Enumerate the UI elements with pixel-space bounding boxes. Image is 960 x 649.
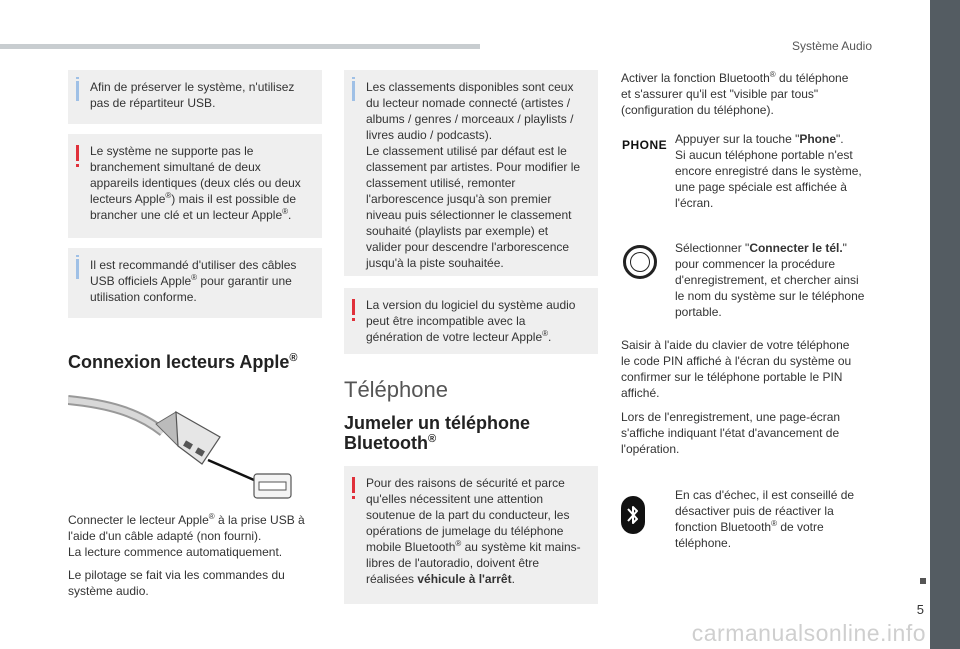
info-text: Il est recommandé d'utiliser des câbles USB officiels Apple® pour garantir une utilisation conforme. <box>90 258 297 304</box>
warning-icon <box>352 477 355 493</box>
header-title: Système Audio <box>791 39 872 53</box>
section-title-telephone: Téléphone <box>344 377 448 402</box>
warning-box-version <box>344 288 598 354</box>
watermark: carmanualsonline.info <box>691 620 926 646</box>
info-box-classement <box>344 70 598 276</box>
pilot-paragraph: Le pilotage se fait via les commandes du système audio. <box>68 568 285 598</box>
info-box-cables <box>68 248 322 318</box>
continued-marker <box>920 578 926 584</box>
registration-paragraph: Lors de l'enregistrement, une page-écran s'affiche indiquant l'état d'avancement de l'opération. <box>621 410 841 456</box>
enter-pin-paragraph: Saisir à l'aide du clavier de votre téléphone le code PIN affiché à l'écran du système ou confirmer sur le téléphone portable le PIN affiché. <box>621 338 852 400</box>
phone-key-icon: PHONE <box>622 138 668 152</box>
warning-text: La version du logiciel du système audio peut être incompatible avec la génération de votre lecteur Apple®. <box>366 298 576 344</box>
warning-text: Pour des raisons de sécurité et parce qu'elles nécessitent une attention soutenue de la part du conducteur, les opérations de jumelage du téléphone mobile Bluetooth® au système kit mains-libres de l'autoradio, doivent être réalisées véhicule à l'arrêt. <box>366 476 581 586</box>
info-box-usb-hub <box>68 70 322 124</box>
warning-icon <box>76 145 79 161</box>
page-number: 5 <box>916 602 924 617</box>
warning-box-dual-devices <box>68 134 322 238</box>
info-icon <box>76 81 79 101</box>
activate-paragraph: Activer la fonction Bluetooth® du téléphone et s'assurer qu'il est "visible par tous" (configuration du téléphone). <box>621 70 849 117</box>
warning-text: Le système ne supporte pas le branchement simultané de deux appareils identiques (deux clés ou deux lecteurs Apple®) mais il est possible de brancher une clé et un lecteur Apple®. <box>90 144 301 222</box>
info-text: Afin de préserver le système, n'utilisez pas de répartiteur USB. <box>90 80 295 110</box>
bluetooth-icon <box>621 496 645 534</box>
usb-connector-illustration <box>68 382 298 502</box>
warning-box-safety <box>344 466 598 604</box>
press-phone-paragraph: Appuyer sur la touche "Phone". Si aucun téléphone portable n'est encore enregistré dans le système, une page spéciale est affichée à l'écran. <box>675 132 862 210</box>
subheading-pairing: Jumeler un téléphone Bluetooth® <box>344 413 531 453</box>
connect-paragraph: Connecter le lecteur Apple® à la prise USB à l'aide d'un câble adapté (non fourni). La lecture commence automatiquement. <box>68 512 305 559</box>
failure-paragraph: En cas d'échec, il est conseillé de désactiver puis de réactiver la fonction Bluetooth® de votre téléphone. <box>675 488 855 550</box>
header-rule <box>0 44 480 49</box>
select-connect-paragraph: Sélectionner "Connecter le tél." pour commencer la procédure d'enregistrement, et chercher ainsi le nom du système sur le téléphone portable. <box>675 241 865 319</box>
section-heading-apple: Connexion lecteurs Apple® <box>68 352 298 372</box>
warning-icon <box>352 299 355 315</box>
info-icon <box>76 259 79 279</box>
info-icon <box>352 81 355 101</box>
chapter-sidebar <box>930 0 960 649</box>
info-text: Les classements disponibles sont ceux du lecteur nomade connecté (artistes / albums / genres / morceaux / playlists / livres audio / podcasts). Le classement utilisé par défaut est le classement par artistes. Pour modifier le classement utilisé, remonter l'arborescence jusqu'à son premier niveau puis sélectionner le classement souhaité (playlists par exemple) et valider pour descendre l'arborescence jusqu'à la piste souhaitée. <box>366 80 581 270</box>
connect-button-icon <box>623 245 657 279</box>
